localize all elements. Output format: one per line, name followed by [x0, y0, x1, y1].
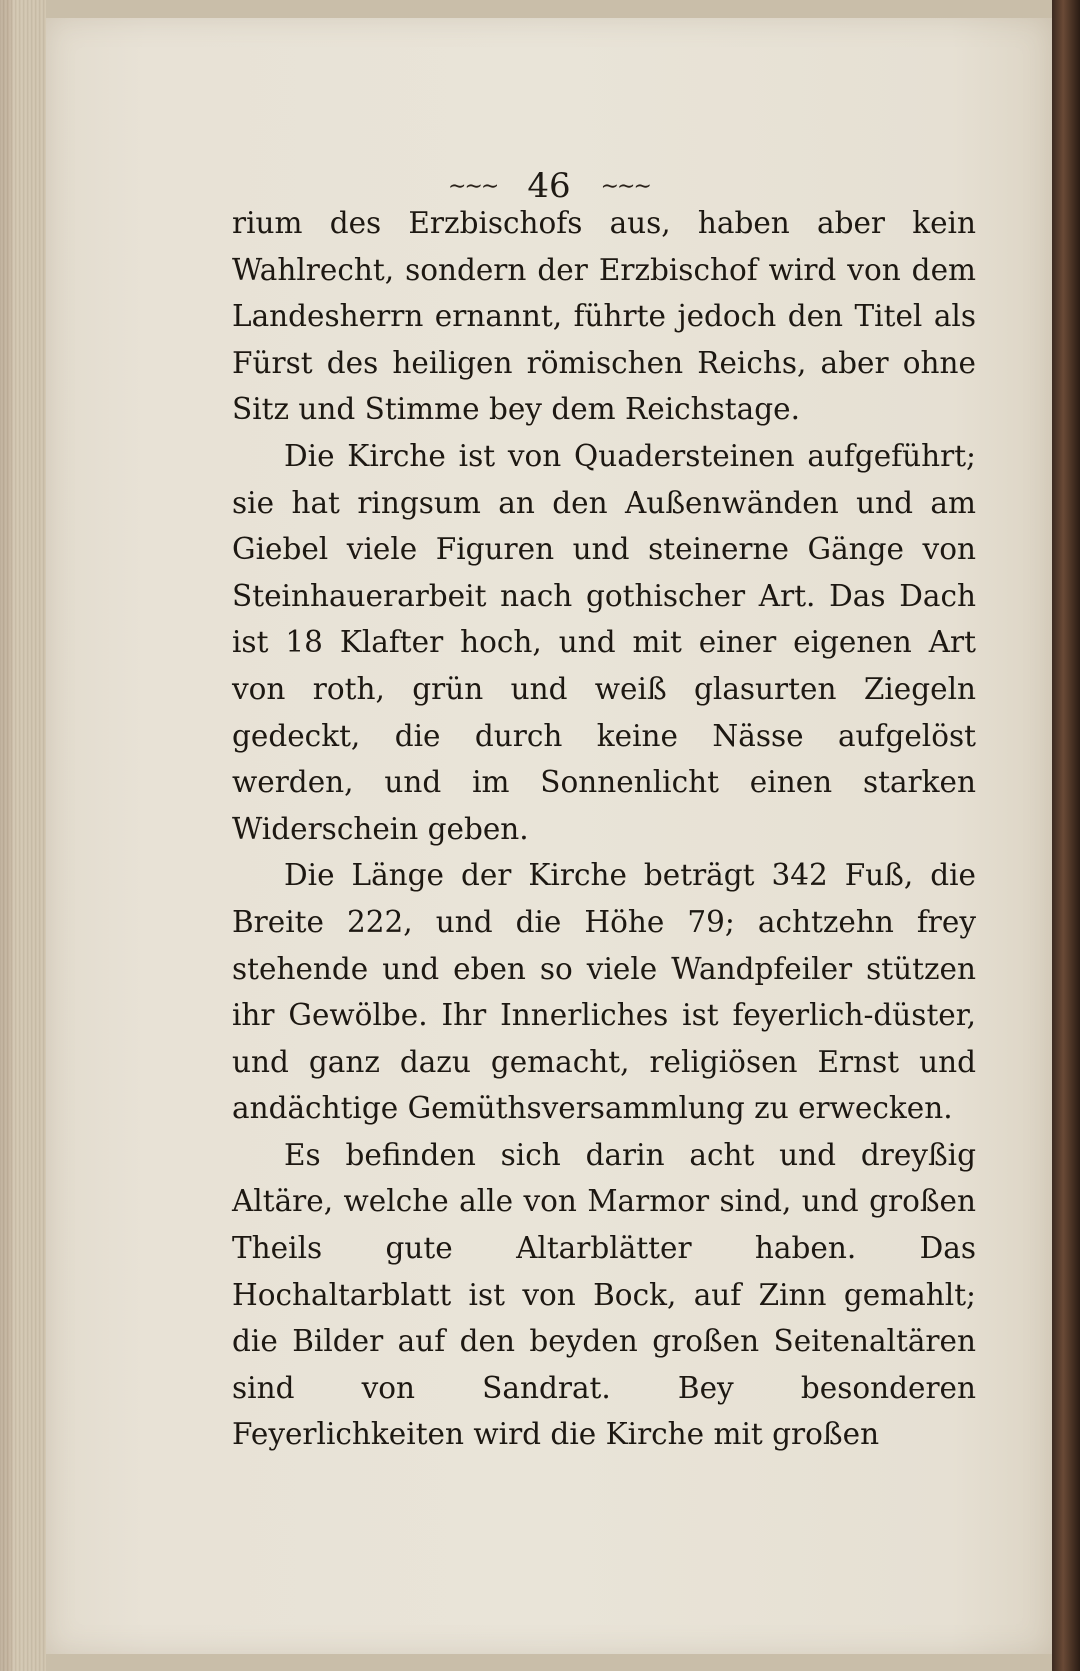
body-text: [232, 200, 976, 1458]
paragraph: Die Kirche ist von Quadersteinen aufgeführt; sie hat ringsum an den Außenwänden und am Giebel viele Figuren und steinerne Gänge von Steinhauerarbeit nach gothischer Art. Das Dach ist 18 Klafter hoch, und mit einer eigenen Art von roth, grün und weiß glasurten Ziegeln gedeckt, die durch keine Nässe aufgelöst werden, und im Sonnenlicht einen starken Widerschein geben.: [232, 438, 976, 846]
page-number: 46: [527, 166, 571, 206]
paragraph: Die Länge der Kirche beträgt 342 Fuß, die Breite 222, und die Höhe 79; achtzehn frey stehende und eben so viele Wandpfeiler stützen ihr Gewölbe. Ihr Innerliches ist feyerlich-düster, und ganz dazu gemacht, religiösen Ernst und andächtige Gemüthsversammlung zu erwecken.: [232, 858, 976, 1126]
paragraph-continuation: rium des Erzbischofs aus, haben aber kein Wahlrecht, sondern der Erzbischof wird von dem Landesherrn ernannt, führte jedoch den Titel als Fürst des heiligen römischen Reichs, aber ohne Sitz und Stimme bey dem Reichstage.: [232, 206, 976, 427]
paragraph: Es befinden sich darin acht und dreyßig Altäre, welche alle von Marmor sind, und großen Theils gute Altarblätter haben. Das Hochaltarblatt ist von Bock, auf Zinn gemahlt; die Bilder auf den beyden großen Seitenaltären sind von Sandrat. Bey besonderen Feyerlichkeiten wird die Kirche mit großen: [232, 1137, 976, 1452]
book-cover-edge: [1052, 0, 1080, 1671]
page-stack-edge: [0, 0, 46, 1671]
ornament-right: ∼∼∼: [600, 173, 650, 199]
ornament-left: ∼∼∼: [448, 173, 498, 199]
